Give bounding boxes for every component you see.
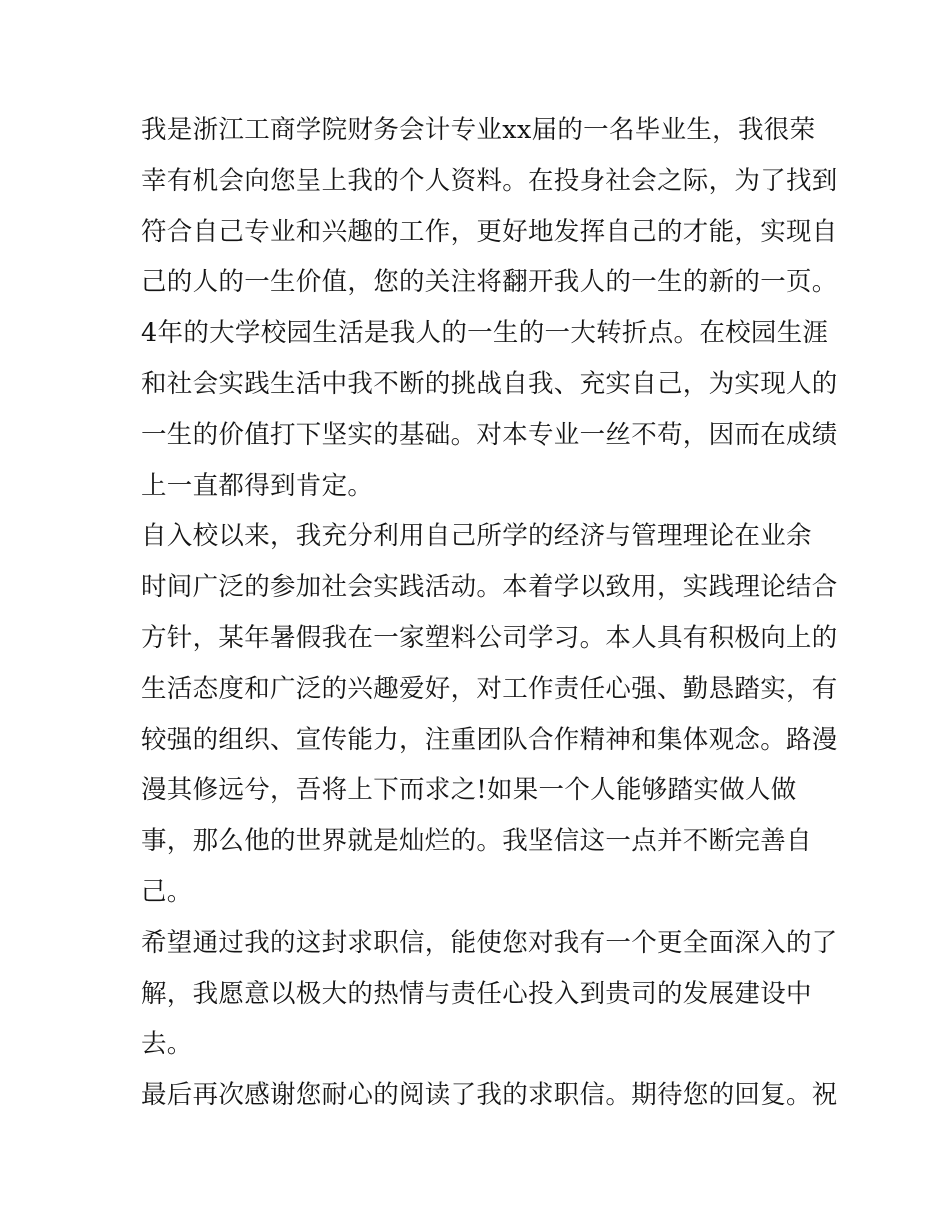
text-line: 时间广泛的参加社会实践活动。本着学以致用，实践理论结合 (141, 572, 838, 603)
text-line: 自入校以来，我充分利用自己所学的经济与管理理论在业余 (141, 521, 812, 552)
cover-letter-body (141, 105, 838, 1121)
text-line: 幸有机会向您呈上我的个人资料。在投身社会之际，为了找到 (141, 165, 838, 196)
text-line: 己。 (141, 876, 193, 907)
text-line: 上一直都得到肯定。 (141, 470, 374, 501)
text-line: 一生的价值打下坚实的基础。对本专业一丝不苟，因而在成绩 (141, 419, 838, 450)
text-line: 事，那么他的世界就是灿烂的。我坚信这一点并不断完善自 (141, 826, 812, 857)
text-line: 生活态度和广泛的兴趣爱好，对工作责任心强、勤恳踏实，有 (141, 673, 838, 704)
text-line: 4年的大学校园生活是我人的一生的一大转折点。在校园生涯 (141, 318, 829, 349)
text-line: 较强的组织、宣传能力，注重团队合作精神和集体观念。路漫 (141, 724, 838, 755)
text-line: 漫其修远兮，吾将上下而求之!如果一个人能够踏实做人做 (141, 775, 797, 806)
text-line: 我是浙江工商学院财务会计专业xx届的一名毕业生，我很荣 (141, 115, 816, 145)
text-line: 最后再次感谢您耐心的阅读了我的求职信。期待您的回复。祝 (141, 1080, 838, 1111)
text-line: 解，我愿意以极大的热情与责任心投入到贵司的发展建设中 (141, 978, 812, 1009)
text-line: 符合自己专业和兴趣的工作，更好地发挥自己的才能，实现自 (141, 216, 838, 247)
text-line: 和社会实践生活中我不断的挑战自我、充实自己，为实现人的 (141, 368, 838, 399)
text-line: 方针，某年暑假我在一家塑料公司学习。本人具有积极向上的 (141, 622, 838, 653)
text-line: 希望通过我的这封求职信，能使您对我有一个更全面深入的了 (141, 927, 838, 958)
text-line: 去。 (141, 1029, 193, 1060)
text-line: 己的人的一生价值，您的关注将翻开我人的一生的新的一页。 (141, 267, 838, 298)
